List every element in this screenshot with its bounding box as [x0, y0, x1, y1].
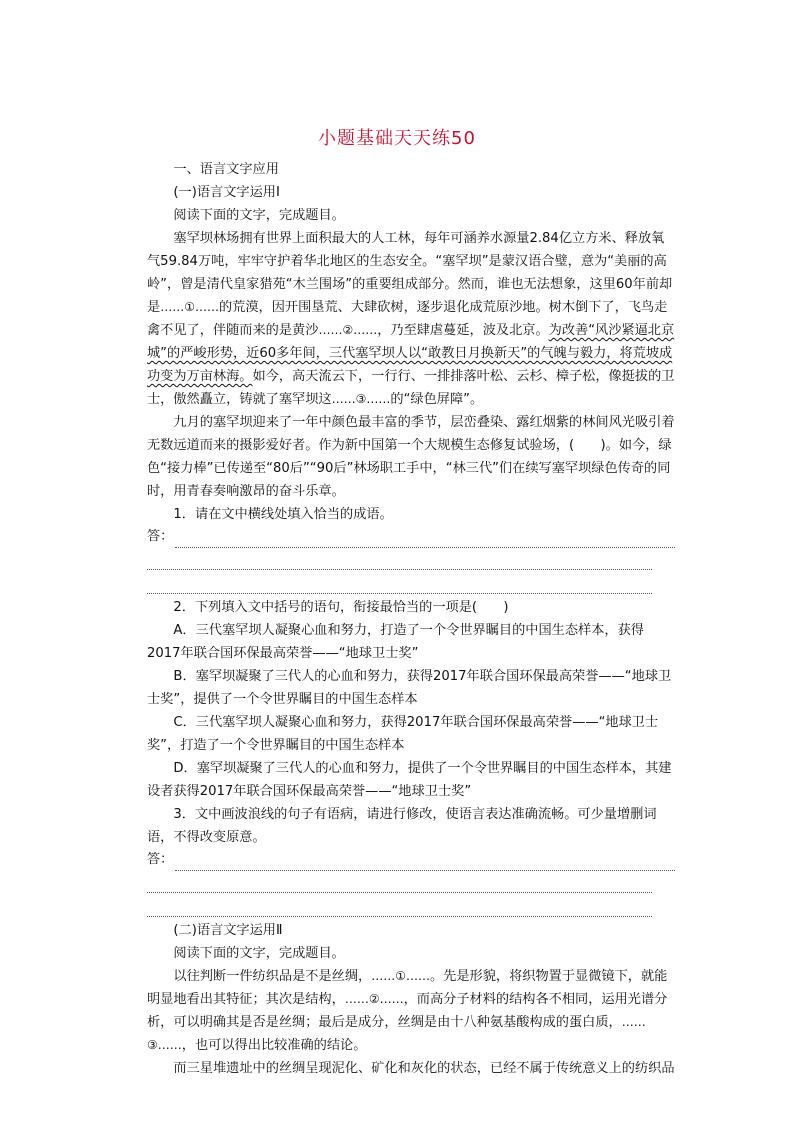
blank-1: ……①……: [160, 300, 219, 314]
blank-3: ……③……: [331, 392, 391, 406]
text-run: ，而高分子材料的结构各不相同，运用光谱分析，可以明确其是否是丝绸；最后是成分，丝绸是由十八种氨基酸构成的蛋白质，: [147, 992, 668, 1030]
option-b[interactable]: B．塞罕坝凝聚了三代人的心血和努力，获得2017年联合国环保最高荣誉——“地球卫士奖”，提供了一个令世界瞩目的中国生态样本: [147, 669, 672, 707]
question-2: 2．下列填入文中括号的语句，衔接最恰当的一项是( ): [173, 600, 509, 615]
passage2-paragraph2: 而三星堆遗址中的丝绸呈现泥化、矿化和灰化的状态，已经不属于传统意义上的纺织品: [173, 1061, 675, 1076]
option-c[interactable]: C．三代塞罕坝人凝聚心血和努力，获得2017年联合国环保最高荣誉——“地球卫士奖”，打造了一个令世界瞩目的中国生态样本: [147, 715, 659, 753]
instruction: 阅读下面的文字，完成题目。: [173, 208, 345, 223]
answer-line-2[interactable]: [147, 548, 652, 570]
text-run: 的荒漠，因开围垦荒、大肆砍树，逐步退化成荒原沙地。树木倒下了，飞鸟走禽不见了，伴随而来的是黄沙: [147, 300, 668, 338]
blank-1: ……①……: [371, 969, 430, 983]
answer-line-1[interactable]: [147, 526, 675, 548]
answer-label: 答：: [147, 529, 174, 544]
text-run: 的“绿色屏障”。: [390, 392, 484, 407]
answer-line-3[interactable]: [147, 572, 652, 594]
answer-line-2[interactable]: [147, 871, 652, 893]
document-body: [147, 158, 675, 1080]
question-1: 1．请在文中横线处填入恰当的成语。: [173, 507, 393, 522]
passage1-paragraph1: [147, 227, 675, 411]
wavy-underlined-sentence: 为改善“风沙紧逼北京城”的严峻形势，近60多年间，三代塞罕坝人以“敢教日月换新天”的气魄与毅力，将荒坡成功变为万亩林海。: [147, 323, 675, 384]
text-run: 塞罕坝林场拥有世界上面积最大的人工林，每年可涵养水源量2.84亿立方米、释放氧气59.84万吨，牢牢守护着华北地区的生态安全。“塞罕坝”是蒙汉语合璧，意为“美丽的高岭”，曾是清代皇家猎苑“木兰围场”的重要组成部分。然而，谁也无法想象，这里60年前却是: [147, 231, 673, 315]
passage2-paragraph1: [147, 965, 675, 1057]
option-a[interactable]: A．三代塞罕坝人凝聚心血和努力，打造了一个令世界瞩目的中国生态样本，获得2017年联合国环保最高荣誉——“地球卫士奖”: [147, 623, 644, 661]
question-3: 3．文中画波浪线的句子有语病，请进行修改，使语言表达准确流畅。可少量增删词语，不得改变原意。: [147, 807, 657, 845]
dotted-rule: [175, 855, 675, 871]
answer-label: 答：: [147, 852, 174, 867]
instruction-2: 阅读下面的文字，完成题目。: [173, 946, 345, 961]
subsection-heading-2: (二)语言文字运用Ⅱ: [173, 923, 283, 938]
dotted-rule: [175, 532, 675, 548]
section-heading: 一、语言文字应用: [173, 162, 279, 177]
blank-2: ……②……: [318, 323, 378, 337]
blank-2: ……②……: [344, 992, 404, 1006]
subsection-heading: (一)语言文字运用Ⅰ: [173, 185, 280, 200]
text-run: 。先是形貌，将织物置于显微镜下，就能明显地看出其特征；其次是结构，: [147, 969, 668, 1007]
page-title: 小题基础天天练50: [318, 128, 476, 149]
text-run: 如今，高天流云下，一行行、一排排落叶松、云杉、樟子松，像挺拔的卫士，傲然矗立，铸就了塞罕坝这: [147, 369, 675, 407]
text-run: ，也可以得出比较准确的结论。: [181, 1038, 367, 1053]
blank-3: ……③……: [147, 1015, 646, 1052]
passage1-paragraph2: 九月的塞罕坝迎来了一年中颜色最丰富的季节，层峦叠染、露红烟紫的林间风光吸引着无数远道而来的摄影爱好者。作为新中国第一个大规模生态修复试验场，( )。如今，绿色“接力棒”已传递至“80后”“90后”林场职工手中，“林三代”们在续写塞罕坝绿色传奇的同时，用青春奏响激昂的奋斗乐章。: [147, 415, 675, 499]
text-run: ，乃至肆虐蔓延，波及北京。: [377, 323, 549, 338]
option-d[interactable]: D．塞罕坝凝聚了三代人的心血和努力，提供了一个令世界瞩目的中国生态样本，其建设者获得2017年联合国环保最高荣誉——“地球卫士奖”: [147, 761, 672, 799]
text-run: 以往判断一件纺织品是不是丝绸，: [173, 969, 372, 984]
answer-line-1[interactable]: [147, 849, 675, 871]
answer-line-3[interactable]: [147, 895, 652, 917]
